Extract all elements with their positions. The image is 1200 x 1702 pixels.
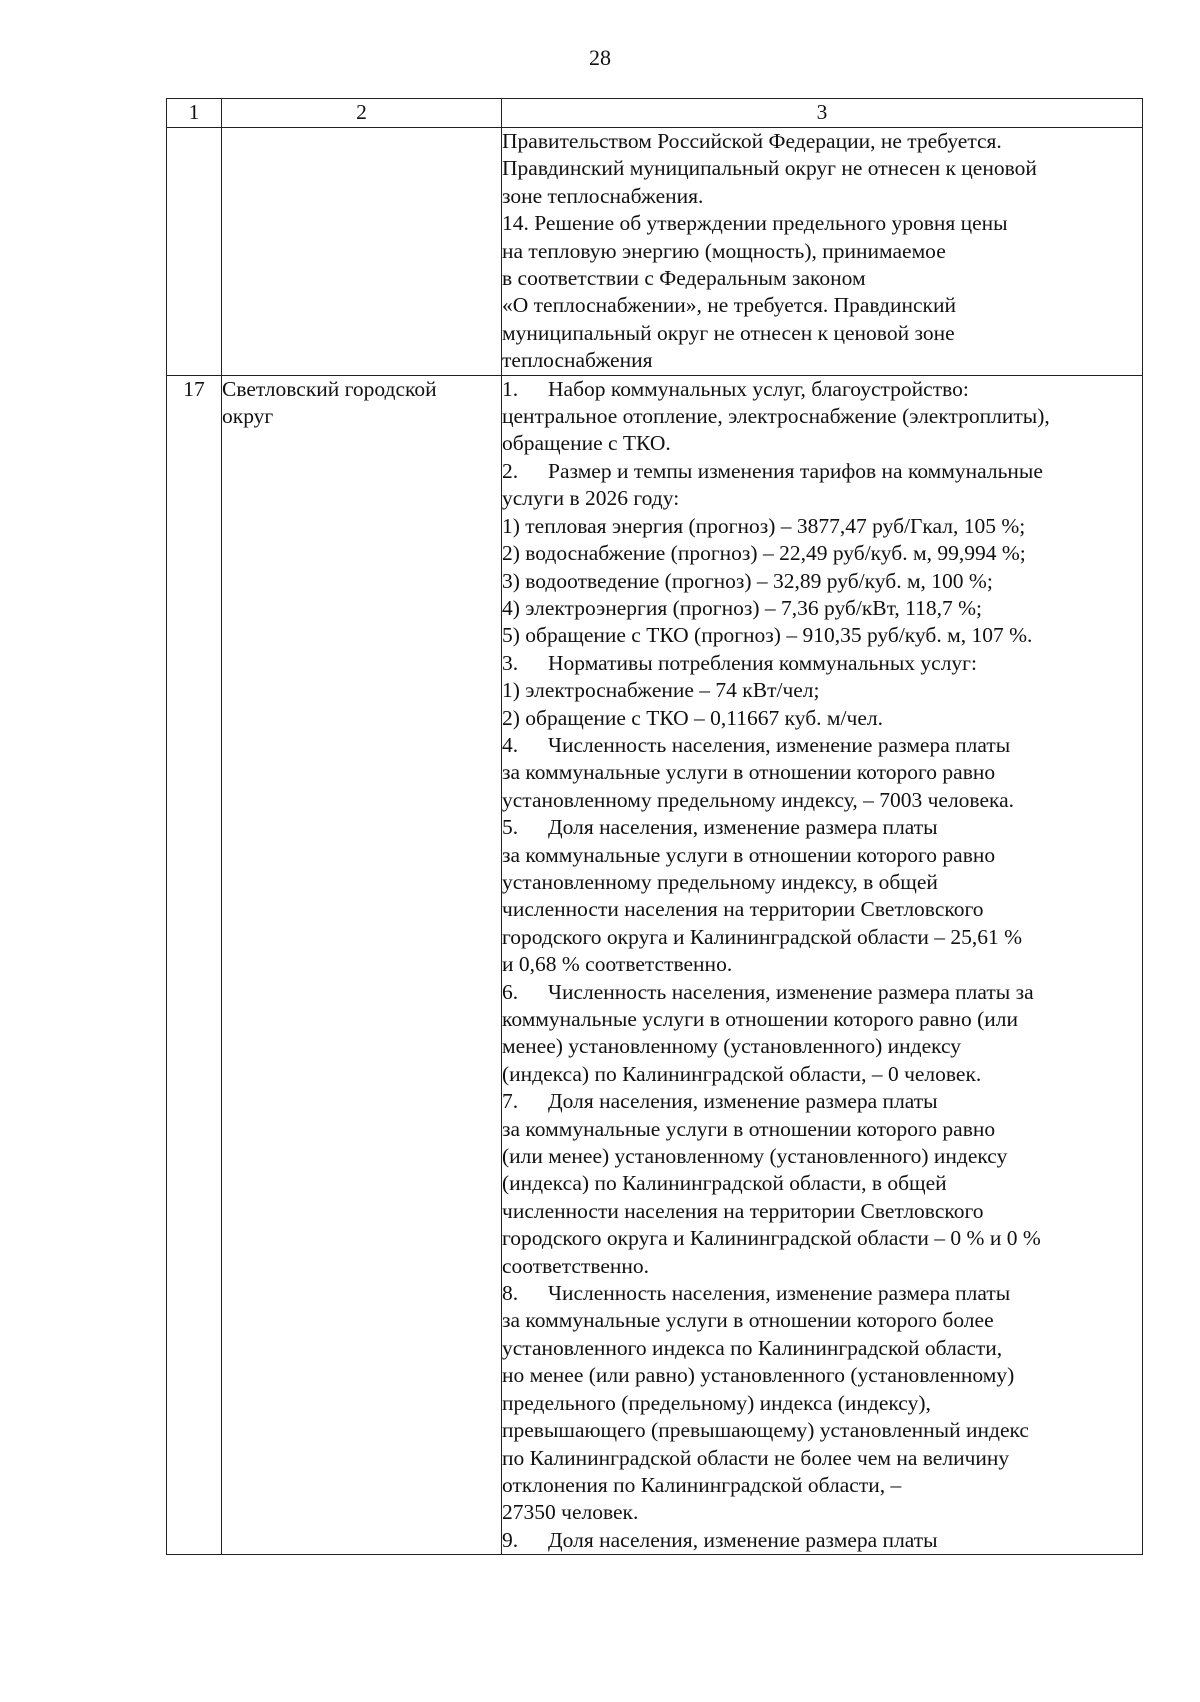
- item-text: отклонения по Калининградской области, –: [502, 1472, 902, 1497]
- item-number: 3.: [502, 650, 519, 675]
- text-line: на тепловую энергию (мощность), принимаемое: [502, 238, 946, 263]
- item-text: Размер и темпы изменения тарифов на коммунальные: [548, 458, 1043, 483]
- item-text: соответственно.: [502, 1253, 650, 1278]
- text-line: [502, 458, 1142, 485]
- item-number: 7.: [502, 1089, 519, 1114]
- item-text: Набор коммунальных услуг, благоустройство:: [548, 376, 969, 401]
- item-text: Нормативы потребления коммунальных услуг:: [548, 650, 977, 675]
- item-text: Доля населения, изменение размера платы: [548, 1527, 938, 1552]
- item-text: 2) водоснабжение (прогноз) – 22,49 руб/куб. м, 99,994 %;: [502, 541, 1026, 566]
- item-text: 1) тепловая энергия (прогноз) – 3877,47 руб/Гкал, 105 %;: [502, 513, 1026, 538]
- text-line: [502, 650, 1142, 677]
- text-line: [502, 842, 1142, 869]
- item-number: 9.: [502, 1527, 519, 1552]
- text-line: [502, 622, 1142, 649]
- row-name-cell: [222, 128, 502, 376]
- item-text: и 0,68 % соответственно.: [502, 952, 733, 977]
- item-text: менее) установленному (установленного) индексу: [502, 1034, 962, 1059]
- item-text: 2) обращение с ТКО – 0,11667 куб. м/чел.: [502, 705, 883, 730]
- item-number: 6.: [502, 979, 519, 1004]
- item-text: установленному предельному индексу, в общей: [502, 869, 938, 894]
- text-line: [502, 403, 1142, 430]
- item-text: 27350 человек.: [502, 1500, 639, 1525]
- text-line: [502, 869, 1142, 896]
- text-line: [502, 896, 1142, 923]
- text-line: Правдинский муниципальный округ не отнесен к ценовой: [502, 156, 1037, 181]
- item-text: по Калининградской области не более чем на величину: [502, 1445, 1010, 1470]
- text-line: [502, 1307, 1142, 1334]
- item-text: Численность населения, изменение размера платы: [548, 732, 1011, 757]
- item-text: за коммунальные услуги в отношении которого равно: [502, 842, 996, 867]
- item-text: 3) водоотведение (прогноз) – 32,89 руб/куб. м, 100 %;: [502, 568, 993, 593]
- item-text: предельного (предельному) индекса (индексу),: [502, 1390, 931, 1415]
- row-content-cell: [502, 375, 1143, 1554]
- text-line: [502, 1033, 1142, 1060]
- text-line: [502, 1417, 1142, 1444]
- text-line: [502, 1198, 1142, 1225]
- header-col-3: 3: [502, 99, 1143, 128]
- text-line: [502, 1143, 1142, 1170]
- text-line: [502, 485, 1142, 512]
- text-line: [502, 568, 1142, 595]
- text-line: [502, 1527, 1142, 1554]
- text-line: [502, 1170, 1142, 1197]
- text-line: [502, 951, 1142, 978]
- item-text: 4) электроэнергия (прогноз) – 7,36 руб/кВт, 118,7 %;: [502, 595, 982, 620]
- item-text: численности населения на территории Светловского: [502, 1198, 984, 1223]
- item-text: Численность населения, изменение размера платы: [548, 1281, 1011, 1306]
- item-text: обращение с ТКО.: [502, 431, 671, 456]
- text-line: [502, 595, 1142, 622]
- text-line: [502, 1445, 1142, 1472]
- item-text: городского округа и Калининградской области – 0 % и 0 %: [502, 1226, 1041, 1251]
- item-number: 2.: [502, 458, 519, 483]
- item-text: центральное отопление, электроснабжение (электроплиты),: [502, 404, 1050, 429]
- text-line: [502, 732, 1142, 759]
- table-row-continuation: [167, 128, 1143, 376]
- text-line: Правительством Российской Федерации, не требуется.: [502, 129, 1002, 153]
- item-text: 5) обращение с ТКО (прогноз) – 910,35 руб/куб. м, 107 %.: [502, 623, 1033, 648]
- item-number: 8.: [502, 1281, 519, 1306]
- text-line: [502, 376, 1142, 403]
- municipality-name-line: Светловский городской: [222, 376, 437, 401]
- item-text: коммунальные услуги в отношении которого равно (или: [502, 1007, 1018, 1031]
- text-line: [502, 1225, 1142, 1252]
- text-line: [502, 1390, 1142, 1417]
- table-row-17: [167, 375, 1143, 1554]
- text-line: [502, 1088, 1142, 1115]
- item-text: численности населения на территории Светловского: [502, 897, 984, 922]
- item-text: за коммунальные услуги в отношении которого равно: [502, 760, 996, 785]
- row-content-cell: [502, 128, 1143, 376]
- text-line: [502, 705, 1142, 732]
- item-text: установленному предельному индексу, – 7003 человека.: [502, 787, 1015, 812]
- text-line: [502, 430, 1142, 457]
- text-line: [502, 1061, 1142, 1088]
- item-text: установленного индекса по Калининградской области,: [502, 1335, 1003, 1360]
- item-number: 1.: [502, 376, 519, 401]
- page-number: 28: [589, 45, 611, 70]
- text-line: [502, 677, 1142, 704]
- item-number: 4.: [502, 732, 519, 757]
- item-text: превышающего (превышающему) установленный индекс: [502, 1418, 1029, 1443]
- text-line: 14. Решение об утверждении предельного уровня цены: [502, 211, 1008, 236]
- text-line: [502, 787, 1142, 814]
- item-text: 1) электроснабжение – 74 кВт/чел;: [502, 678, 820, 703]
- text-line: [502, 1362, 1142, 1389]
- text-line: [502, 1472, 1142, 1499]
- text-line: муниципальный округ не отнесен к ценовой зоне: [502, 320, 955, 345]
- row-number-cell: [167, 128, 222, 376]
- text-line: [502, 1499, 1142, 1526]
- row-number-cell: 17: [167, 375, 222, 1554]
- item-text: но менее (или равно) установленного (установленному): [502, 1363, 1015, 1388]
- item-text: городского округа и Калининградской области – 25,61 %: [502, 924, 1023, 949]
- text-line: теплоснабжения: [502, 348, 653, 373]
- row-name-cell: [222, 375, 502, 1554]
- item-text: Доля населения, изменение размера платы: [548, 1089, 938, 1114]
- text-line: [502, 814, 1142, 841]
- item-text: (или менее) установленному (установленного) индексу: [502, 1144, 1008, 1169]
- text-line: зоне теплоснабжения.: [502, 183, 704, 208]
- text-line: [502, 924, 1142, 951]
- table-header-row: [167, 99, 1143, 128]
- text-line: [502, 1116, 1142, 1143]
- item-text: услуги в 2026 году:: [502, 486, 680, 511]
- header-col-1: 1: [167, 99, 222, 128]
- item-text: Доля населения, изменение размера платы: [548, 815, 938, 840]
- municipality-table: [166, 98, 1143, 1555]
- text-line: [502, 513, 1142, 540]
- item-text: за коммунальные услуги в отношении которого равно: [502, 1116, 996, 1141]
- item-text: (индекса) по Калининградской области, – 0 человек.: [502, 1061, 982, 1086]
- text-line: [502, 1006, 1142, 1033]
- item-number: 5.: [502, 815, 519, 840]
- text-line: [502, 1253, 1142, 1280]
- item-text: Численность населения, изменение размера платы за: [548, 979, 1034, 1004]
- text-line: [502, 1280, 1142, 1307]
- item-text: (индекса) по Калининградской области, в общей: [502, 1171, 947, 1196]
- text-line: в соответствии с Федеральным законом: [502, 266, 866, 291]
- header-col-2: 2: [222, 99, 502, 128]
- item-text: за коммунальные услуги в отношении которого более: [502, 1308, 994, 1333]
- text-line: [502, 1335, 1142, 1362]
- text-line: [502, 759, 1142, 786]
- text-line: «О теплоснабжении», не требуется. Правдинский: [502, 293, 956, 318]
- text-line: [502, 540, 1142, 567]
- text-line: [502, 979, 1142, 1006]
- municipality-name-line: округ: [222, 404, 274, 429]
